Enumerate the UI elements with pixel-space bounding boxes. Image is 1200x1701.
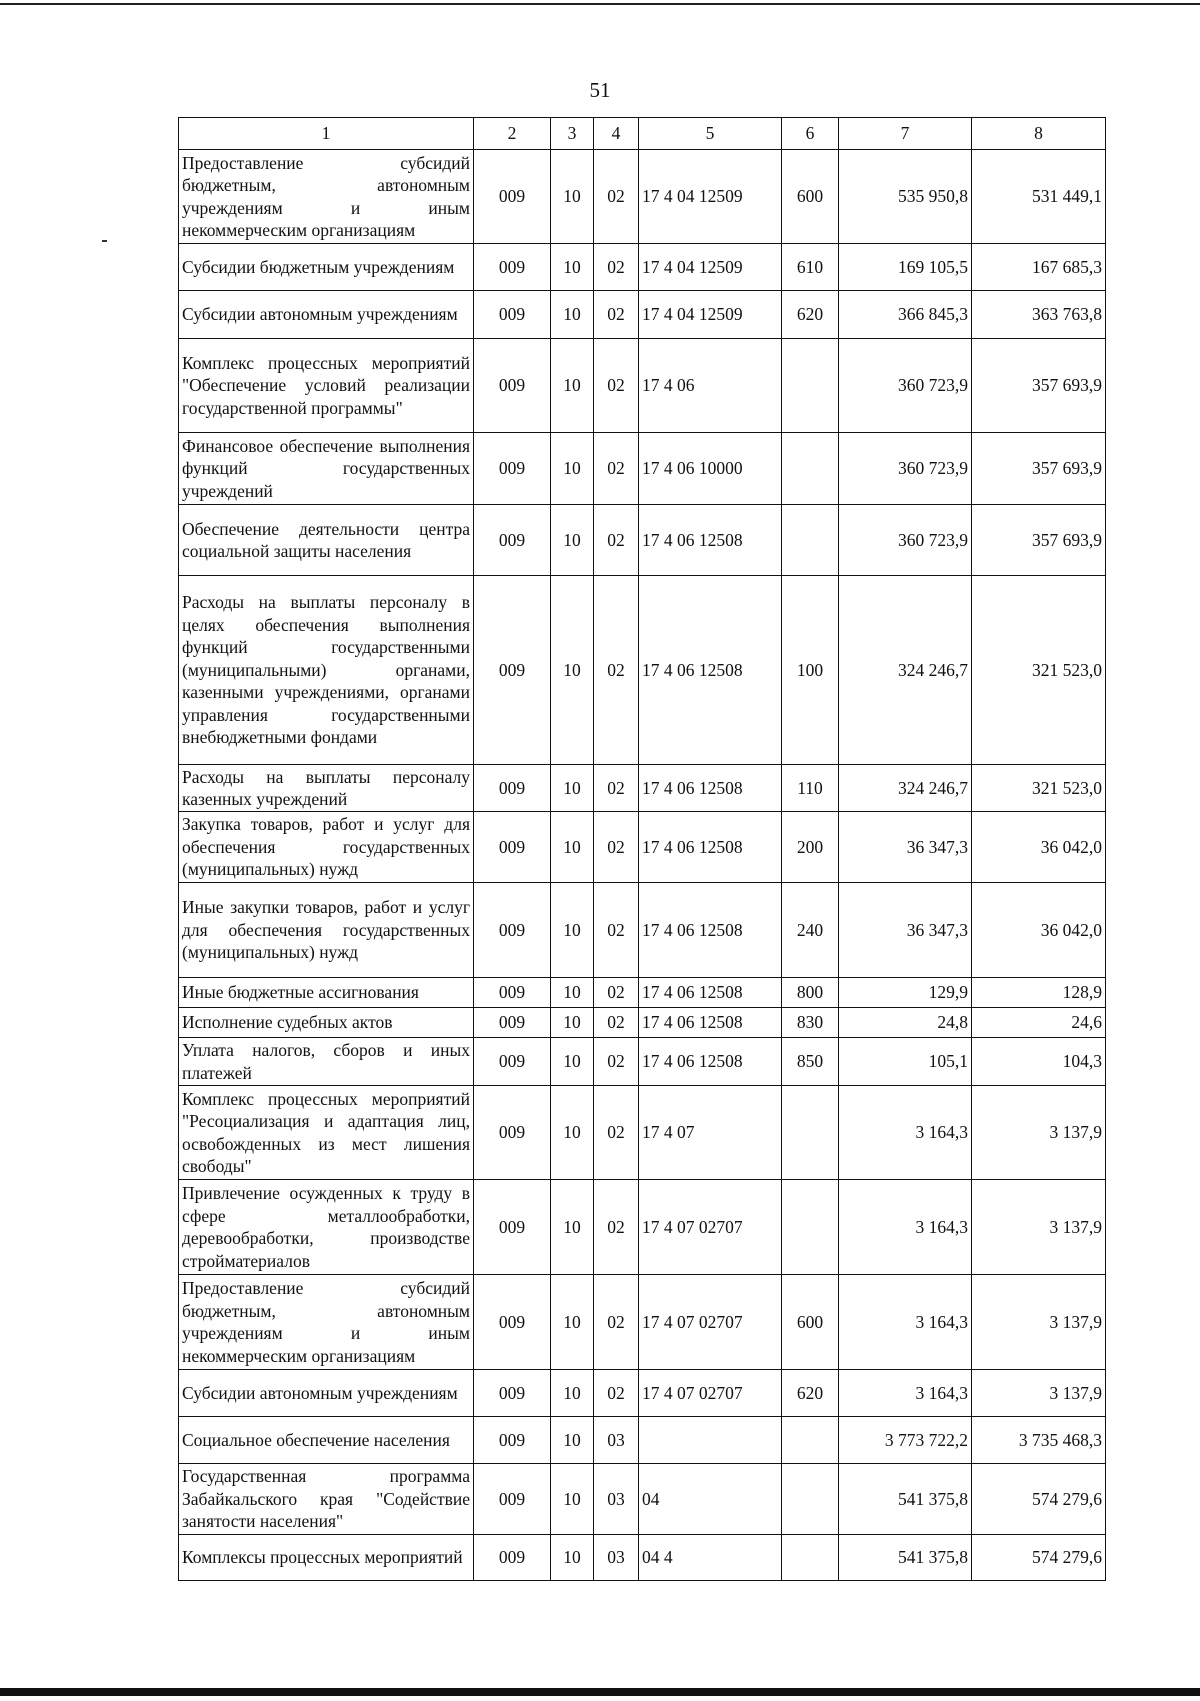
table-row — [179, 433, 1106, 505]
expense-type-cell — [782, 1086, 839, 1180]
header-cell-2: 2 — [474, 118, 551, 150]
amount-col8-cell: 36 042,0 — [972, 883, 1106, 978]
expense-type-cell — [782, 505, 839, 576]
row-name-cell: Предоставление субсидий бюджетным, автономным учреждениям и иным некоммерческим организациям — [179, 1275, 474, 1370]
table-row — [179, 1038, 1106, 1086]
expense-type-cell: 620 — [782, 291, 839, 339]
target-article-cell: 17 4 07 02707 — [639, 1180, 782, 1275]
subsection-code-cell: 02 — [594, 505, 639, 576]
table-row — [179, 1417, 1106, 1464]
amount-col8-cell: 531 449,1 — [972, 150, 1106, 244]
target-article-cell: 17 4 06 12508 — [639, 883, 782, 978]
amount-col7-cell: 24,8 — [839, 1008, 972, 1038]
expense-type-cell: 600 — [782, 150, 839, 244]
section-code-cell: 10 — [551, 505, 594, 576]
subsection-code-cell: 03 — [594, 1535, 639, 1581]
amount-col7-cell: 169 105,5 — [839, 244, 972, 291]
target-article-cell: 17 4 06 12508 — [639, 1008, 782, 1038]
expense-type-cell: 620 — [782, 1370, 839, 1417]
top-border-line — [0, 3, 1200, 5]
ministry-code-cell: 009 — [474, 433, 551, 505]
ministry-code-cell: 009 — [474, 150, 551, 244]
expense-type-cell — [782, 1180, 839, 1275]
ministry-code-cell: 009 — [474, 1038, 551, 1086]
amount-col8-cell: 167 685,3 — [972, 244, 1106, 291]
amount-col7-cell: 3 164,3 — [839, 1370, 972, 1417]
page-number: 51 — [589, 78, 611, 102]
amount-col7-cell: 535 950,8 — [839, 150, 972, 244]
ministry-code-cell: 009 — [474, 1275, 551, 1370]
target-article-cell: 17 4 04 12509 — [639, 244, 782, 291]
amount-col8-cell: 3 137,9 — [972, 1370, 1106, 1417]
table-row — [179, 1464, 1106, 1535]
expense-type-cell: 240 — [782, 883, 839, 978]
table-row — [179, 339, 1106, 433]
ministry-code-cell: 009 — [474, 1008, 551, 1038]
amount-col7-cell: 366 845,3 — [839, 291, 972, 339]
amount-col8-cell: 574 279,6 — [972, 1464, 1106, 1535]
target-article-cell: 17 4 06 12508 — [639, 812, 782, 883]
section-code-cell: 10 — [551, 150, 594, 244]
target-article-cell: 17 4 04 12509 — [639, 150, 782, 244]
table-row — [179, 1180, 1106, 1275]
ministry-code-cell: 009 — [474, 291, 551, 339]
bottom-border-line — [0, 1688, 1200, 1696]
amount-col7-cell: 36 347,3 — [839, 812, 972, 883]
subsection-code-cell: 02 — [594, 812, 639, 883]
target-article-cell — [639, 1417, 782, 1464]
target-article-cell: 17 4 07 — [639, 1086, 782, 1180]
table-row — [179, 1275, 1106, 1370]
subsection-code-cell: 02 — [594, 150, 639, 244]
target-article-cell: 04 4 — [639, 1535, 782, 1581]
section-code-cell: 10 — [551, 1417, 594, 1464]
amount-col8-cell: 3 137,9 — [972, 1275, 1106, 1370]
table-row — [179, 812, 1106, 883]
expense-type-cell: 800 — [782, 978, 839, 1008]
section-code-cell: 10 — [551, 339, 594, 433]
table-row — [179, 1370, 1106, 1417]
amount-col8-cell: 104,3 — [972, 1038, 1106, 1086]
ministry-code-cell: 009 — [474, 1535, 551, 1581]
row-name-cell: Комплекс процессных мероприятий "Ресоциализация и адаптация лиц, освобожденных из мест лишения свободы" — [179, 1086, 474, 1180]
amount-col7-cell: 3 164,3 — [839, 1275, 972, 1370]
subsection-code-cell: 02 — [594, 433, 639, 505]
table-row — [179, 291, 1106, 339]
row-name-cell: Предоставление субсидий бюджетным, автономным учреждениям и иным некоммерческим организациям — [179, 150, 474, 244]
target-article-cell: 17 4 07 02707 — [639, 1370, 782, 1417]
table-row — [179, 244, 1106, 291]
table-row — [179, 505, 1106, 576]
budget-table — [178, 117, 1106, 1581]
subsection-code-cell: 02 — [594, 339, 639, 433]
section-code-cell: 10 — [551, 765, 594, 812]
table-row — [179, 576, 1106, 765]
ministry-code-cell: 009 — [474, 1370, 551, 1417]
section-code-cell: 10 — [551, 433, 594, 505]
ministry-code-cell: 009 — [474, 1464, 551, 1535]
amount-col7-cell: 129,9 — [839, 978, 972, 1008]
row-name-cell: Обеспечение деятельности центра социальной защиты населения — [179, 505, 474, 576]
amount-col7-cell: 360 723,9 — [839, 505, 972, 576]
subsection-code-cell: 03 — [594, 1464, 639, 1535]
target-article-cell: 17 4 06 12508 — [639, 576, 782, 765]
amount-col8-cell: 24,6 — [972, 1008, 1106, 1038]
subsection-code-cell: 02 — [594, 1180, 639, 1275]
ministry-code-cell: 009 — [474, 883, 551, 978]
section-code-cell: 10 — [551, 1275, 594, 1370]
subsection-code-cell: 02 — [594, 1275, 639, 1370]
ministry-code-cell: 009 — [474, 505, 551, 576]
row-name-cell: Государственная программа Забайкальского края "Содействие занятости населения" — [179, 1464, 474, 1535]
table-row — [179, 150, 1106, 244]
row-name-cell: Иные бюджетные ассигнования — [179, 978, 474, 1008]
row-name-cell: Расходы на выплаты персоналу в целях обеспечения выполнения функций государственными (муниципальными) органами, казенными учреждениями, органами управления государственными внебюджетными фондами — [179, 576, 474, 765]
subsection-code-cell: 02 — [594, 1008, 639, 1038]
target-article-cell: 17 4 06 12508 — [639, 1038, 782, 1086]
row-name-cell: Привлечение осужденных к труду в сфере металлообработки, деревообработки, производстве стройматериалов — [179, 1180, 474, 1275]
section-code-cell: 10 — [551, 1008, 594, 1038]
table-body — [179, 150, 1106, 1581]
subsection-code-cell: 03 — [594, 1417, 639, 1464]
subsection-code-cell: 02 — [594, 244, 639, 291]
row-name-cell: Исполнение судебных актов — [179, 1008, 474, 1038]
ministry-code-cell: 009 — [474, 978, 551, 1008]
section-code-cell: 10 — [551, 1535, 594, 1581]
amount-col7-cell: 105,1 — [839, 1038, 972, 1086]
target-article-cell: 17 4 06 12508 — [639, 978, 782, 1008]
target-article-cell: 04 — [639, 1464, 782, 1535]
section-code-cell: 10 — [551, 1464, 594, 1535]
subsection-code-cell: 02 — [594, 1038, 639, 1086]
expense-type-cell: 200 — [782, 812, 839, 883]
amount-col8-cell: 321 523,0 — [972, 765, 1106, 812]
amount-col7-cell: 3 164,3 — [839, 1086, 972, 1180]
amount-col7-cell: 324 246,7 — [839, 576, 972, 765]
scan-mark — [102, 240, 107, 242]
target-article-cell: 17 4 06 10000 — [639, 433, 782, 505]
amount-col8-cell: 3 137,9 — [972, 1180, 1106, 1275]
row-name-cell: Субсидии бюджетным учреждениям — [179, 244, 474, 291]
header-cell-4: 4 — [594, 118, 639, 150]
subsection-code-cell: 02 — [594, 1370, 639, 1417]
amount-col8-cell: 3 137,9 — [972, 1086, 1106, 1180]
header-cell-6: 6 — [782, 118, 839, 150]
ministry-code-cell: 009 — [474, 339, 551, 433]
target-article-cell: 17 4 07 02707 — [639, 1275, 782, 1370]
expense-type-cell — [782, 339, 839, 433]
row-name-cell: Комплекс процессных мероприятий "Обеспечение условий реализации государственной программы" — [179, 339, 474, 433]
row-name-cell: Уплата налогов, сборов и иных платежей — [179, 1038, 474, 1086]
section-code-cell: 10 — [551, 1370, 594, 1417]
row-name-cell: Субсидии автономным учреждениям — [179, 1370, 474, 1417]
target-article-cell: 17 4 06 — [639, 339, 782, 433]
expense-type-cell: 850 — [782, 1038, 839, 1086]
section-code-cell: 10 — [551, 576, 594, 765]
expense-type-cell: 100 — [782, 576, 839, 765]
expense-type-cell: 600 — [782, 1275, 839, 1370]
amount-col8-cell: 357 693,9 — [972, 433, 1106, 505]
ministry-code-cell: 009 — [474, 1180, 551, 1275]
amount-col8-cell: 321 523,0 — [972, 576, 1106, 765]
section-code-cell: 10 — [551, 812, 594, 883]
table-row — [179, 1535, 1106, 1581]
ministry-code-cell: 009 — [474, 244, 551, 291]
table-row — [179, 1008, 1106, 1038]
amount-col7-cell: 36 347,3 — [839, 883, 972, 978]
row-name-cell: Расходы на выплаты персоналу казенных учреждений — [179, 765, 474, 812]
expense-type-cell: 830 — [782, 1008, 839, 1038]
expense-type-cell — [782, 1535, 839, 1581]
ministry-code-cell: 009 — [474, 1417, 551, 1464]
target-article-cell: 17 4 06 12508 — [639, 765, 782, 812]
table-row — [179, 978, 1106, 1008]
amount-col7-cell: 3 773 722,2 — [839, 1417, 972, 1464]
target-article-cell: 17 4 06 12508 — [639, 505, 782, 576]
amount-col8-cell: 128,9 — [972, 978, 1106, 1008]
row-name-cell: Финансовое обеспечение выполнения функций государственных учреждений — [179, 433, 474, 505]
row-name-cell: Социальное обеспечение населения — [179, 1417, 474, 1464]
header-cell-1: 1 — [179, 118, 474, 150]
section-code-cell: 10 — [551, 978, 594, 1008]
expense-type-cell — [782, 433, 839, 505]
amount-col8-cell: 363 763,8 — [972, 291, 1106, 339]
amount-col7-cell: 541 375,8 — [839, 1464, 972, 1535]
row-name-cell: Субсидии автономным учреждениям — [179, 291, 474, 339]
expense-type-cell: 610 — [782, 244, 839, 291]
amount-col8-cell: 574 279,6 — [972, 1535, 1106, 1581]
section-code-cell: 10 — [551, 1086, 594, 1180]
header-cell-5: 5 — [639, 118, 782, 150]
target-article-cell: 17 4 04 12509 — [639, 291, 782, 339]
amount-col8-cell: 357 693,9 — [972, 505, 1106, 576]
row-name-cell: Закупка товаров, работ и услуг для обеспечения государственных (муниципальных) нужд — [179, 812, 474, 883]
header-cell-7: 7 — [839, 118, 972, 150]
ministry-code-cell: 009 — [474, 1086, 551, 1180]
table-row — [179, 1086, 1106, 1180]
amount-col8-cell: 357 693,9 — [972, 339, 1106, 433]
table-row — [179, 765, 1106, 812]
row-name-cell: Иные закупки товаров, работ и услуг для обеспечения государственных (муниципальных) нужд — [179, 883, 474, 978]
section-code-cell: 10 — [551, 1180, 594, 1275]
ministry-code-cell: 009 — [474, 812, 551, 883]
header-cell-3: 3 — [551, 118, 594, 150]
amount-col7-cell: 360 723,9 — [839, 339, 972, 433]
expense-type-cell — [782, 1417, 839, 1464]
amount-col7-cell: 360 723,9 — [839, 433, 972, 505]
section-code-cell: 10 — [551, 883, 594, 978]
amount-col8-cell: 3 735 468,3 — [972, 1417, 1106, 1464]
ministry-code-cell: 009 — [474, 765, 551, 812]
amount-col7-cell: 541 375,8 — [839, 1535, 972, 1581]
header-row — [179, 118, 1106, 150]
subsection-code-cell: 02 — [594, 883, 639, 978]
subsection-code-cell: 02 — [594, 1086, 639, 1180]
subsection-code-cell: 02 — [594, 765, 639, 812]
section-code-cell: 10 — [551, 1038, 594, 1086]
amount-col8-cell: 36 042,0 — [972, 812, 1106, 883]
amount-col7-cell: 3 164,3 — [839, 1180, 972, 1275]
ministry-code-cell: 009 — [474, 576, 551, 765]
header-cell-8: 8 — [972, 118, 1106, 150]
expense-type-cell — [782, 1464, 839, 1535]
subsection-code-cell: 02 — [594, 978, 639, 1008]
row-name-cell: Комплексы процессных мероприятий — [179, 1535, 474, 1581]
expense-type-cell: 110 — [782, 765, 839, 812]
amount-col7-cell: 324 246,7 — [839, 765, 972, 812]
subsection-code-cell: 02 — [594, 291, 639, 339]
table-row — [179, 883, 1106, 978]
subsection-code-cell: 02 — [594, 576, 639, 765]
section-code-cell: 10 — [551, 244, 594, 291]
section-code-cell: 10 — [551, 291, 594, 339]
